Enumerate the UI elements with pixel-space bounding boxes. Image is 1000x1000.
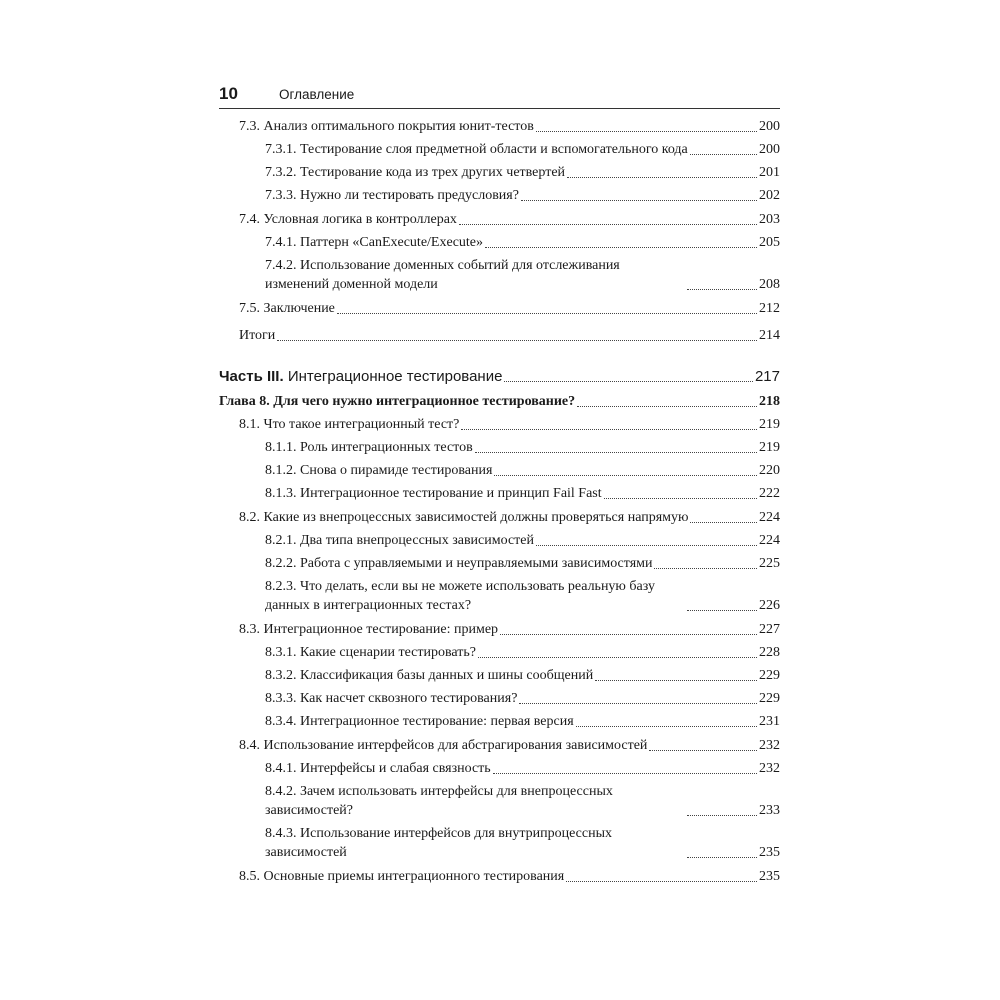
toc-entry-title: 7.4. Условная логика в контроллерах [239, 212, 457, 227]
toc-entry-page: 214 [759, 328, 780, 343]
toc-entry-page: 218 [759, 394, 780, 409]
toc-entry [219, 643, 780, 662]
toc-entry-title: 8.2. Какие из внепроцессных зависимостей должны проверяться напрямую [239, 510, 689, 525]
toc-entry [219, 689, 780, 708]
toc-entry-title: 7.3.3. Нужно ли тестировать предусловия? [265, 188, 519, 203]
leader-dots [337, 312, 757, 314]
leader-dots [649, 749, 757, 751]
toc-entry [219, 210, 780, 229]
toc-entry-page: 229 [759, 668, 780, 683]
leader-dots [690, 153, 757, 155]
leader-dots [567, 176, 757, 178]
toc-entry [219, 531, 780, 550]
toc-entry-page: 232 [759, 738, 780, 753]
leader-dots [536, 544, 757, 546]
leader-dots [461, 428, 757, 430]
toc-entry-page: 235 [759, 869, 780, 884]
toc-entry-page: 212 [759, 301, 780, 316]
page-number: 10 [219, 84, 238, 103]
toc-entry-page: 232 [759, 761, 780, 776]
toc-entry [219, 233, 780, 252]
toc-entry-title: 8.1.2. Снова о пирамиде тестирования [265, 463, 493, 478]
toc-entry-page: 208 [759, 277, 780, 292]
toc-entry [219, 867, 780, 886]
leader-dots [536, 130, 757, 132]
leader-dots [576, 725, 757, 727]
toc-entry-page: 219 [759, 417, 780, 432]
toc-entry-page: 233 [759, 803, 780, 818]
book-page [219, 84, 780, 886]
toc-entry [219, 554, 780, 573]
toc-entry-page: 200 [759, 119, 780, 134]
toc-entry [219, 736, 780, 755]
toc-entry-page: 203 [759, 212, 780, 227]
toc-entry-title: 8.4.3. Использование интерфейсов для внутрипроцессных зависимостей [265, 826, 613, 860]
toc-entry-page: 231 [759, 714, 780, 729]
part-title: Интеграционное тестирование [287, 368, 503, 385]
toc-entry [219, 256, 780, 294]
leader-dots [519, 702, 757, 704]
leader-dots [654, 567, 757, 569]
leader-dots [478, 656, 757, 658]
toc-entry-title: 7.3.1. Тестирование слоя предметной области и вспомогательного кода [265, 142, 688, 157]
toc-entry-title: 7.4.2. Использование доменных событий для отслеживания изменений доменной модели [265, 258, 620, 292]
leader-dots [485, 246, 757, 248]
part-label: Часть III. [219, 368, 284, 385]
toc-entry-page: 227 [759, 622, 780, 637]
toc-entry-page: 225 [759, 556, 780, 571]
toc-entry [219, 326, 780, 345]
toc-entry [219, 824, 780, 862]
toc-entry-title: 7.5. Заключение [239, 301, 335, 316]
toc-entry-page: 235 [759, 845, 780, 860]
toc-entry-page: 202 [759, 188, 780, 203]
leader-dots [475, 451, 757, 453]
leader-dots [577, 405, 757, 407]
toc-entry-page: 226 [759, 598, 780, 613]
chapter-title: Глава 8. Для чего нужно интеграционное тестирование? [219, 394, 576, 409]
toc-entry-title: 8.2.2. Работа с управляемыми и неуправляемыми зависимостями [265, 556, 653, 571]
toc-entry-title: 8.1.1. Роль интеграционных тестов [265, 440, 473, 455]
toc-entry [219, 415, 780, 434]
leader-dots [494, 474, 757, 476]
toc-entry-title: 8.3. Интеграционное тестирование: пример [239, 622, 499, 637]
toc-entry [219, 484, 780, 503]
toc-entry-page: 224 [759, 533, 780, 548]
toc-entry [219, 461, 780, 480]
toc-entry [219, 163, 780, 182]
toc-entry [219, 712, 780, 731]
toc-entry-title: 8.2.3. Что делать, если вы не можете использовать реальную базу данных в интеграционных тестах? [265, 579, 655, 613]
toc-entry-title: 7.3.2. Тестирование кода из трех других четвертей [265, 165, 566, 180]
toc-entry-title: 7.4.1. Паттерн «CanExecute/Execute» [265, 235, 484, 250]
leader-dots [595, 679, 757, 681]
toc-entry-page: 200 [759, 142, 780, 157]
toc-entry-title: 8.5. Основные приемы интеграционного тестирования [239, 869, 565, 884]
leader-dots [493, 772, 757, 774]
toc-entry-page: 229 [759, 691, 780, 706]
leader-dots [459, 223, 757, 225]
toc-entry-page: 219 [759, 440, 780, 455]
toc-entry [219, 782, 780, 820]
leader-dots [566, 880, 757, 882]
toc-entry-title: 8.3.2. Классификация базы данных и шины сообщений [265, 668, 594, 683]
toc-entry-page: 205 [759, 235, 780, 250]
toc-entry-page: 228 [759, 645, 780, 660]
toc-entry-title: 8.3.4. Интеграционное тестирование: первая версия [265, 714, 574, 729]
toc-entry [219, 620, 780, 639]
toc-entry-page: 222 [759, 486, 780, 501]
toc-entry-title: 8.3.1. Какие сценарии тестировать? [265, 645, 476, 660]
toc-entry-page: 220 [759, 463, 780, 478]
toc-chapter-entry [219, 392, 780, 411]
leader-dots [687, 288, 757, 290]
toc-entry-title: 8.4.1. Интерфейсы и слабая связность [265, 761, 491, 776]
toc-entry-page: 201 [759, 165, 780, 180]
running-head [219, 84, 780, 109]
toc-entry [219, 299, 780, 318]
toc-entry-title: 8.1. Что такое интеграционный тест? [239, 417, 460, 432]
toc-entry-title: Итоги [239, 328, 276, 343]
toc-entry [219, 438, 780, 457]
leader-dots [687, 814, 757, 816]
toc-entry [219, 577, 780, 615]
leader-dots [500, 633, 757, 635]
toc-entry-title: 8.1.3. Интеграционное тестирование и принцип Fail Fast [265, 486, 602, 501]
leader-dots [604, 497, 757, 499]
leader-dots [521, 199, 757, 201]
toc-entry-page: 217 [754, 368, 780, 385]
toc-entry-title: 8.2.1. Два типа внепроцессных зависимостей [265, 533, 534, 548]
leader-dots [690, 521, 757, 523]
toc-entry [219, 508, 780, 527]
toc-entry [219, 186, 780, 205]
toc-part-entry [219, 367, 780, 386]
toc-entry-page: 224 [759, 510, 780, 525]
toc-entry-title: 8.3.3. Как насчет сквозного тестирования? [265, 691, 518, 706]
leader-dots [687, 856, 757, 858]
leader-dots [687, 609, 757, 611]
leader-dots [277, 339, 757, 341]
running-head-title: Оглавление [279, 87, 355, 102]
leader-dots [504, 380, 753, 382]
toc-entry-title: 8.4. Использование интерфейсов для абстрагирования зависимостей [239, 738, 648, 753]
toc-entry [219, 759, 780, 778]
toc-entry [219, 117, 780, 136]
toc-entry [219, 666, 780, 685]
toc-entry-title: 8.4.2. Зачем использовать интерфейсы для внепроцессных зависимостей? [265, 784, 613, 818]
toc-entry [219, 140, 780, 159]
table-of-contents [219, 117, 780, 886]
toc-entry-title: 7.3. Анализ оптимального покрытия юнит-тестов [239, 119, 534, 134]
